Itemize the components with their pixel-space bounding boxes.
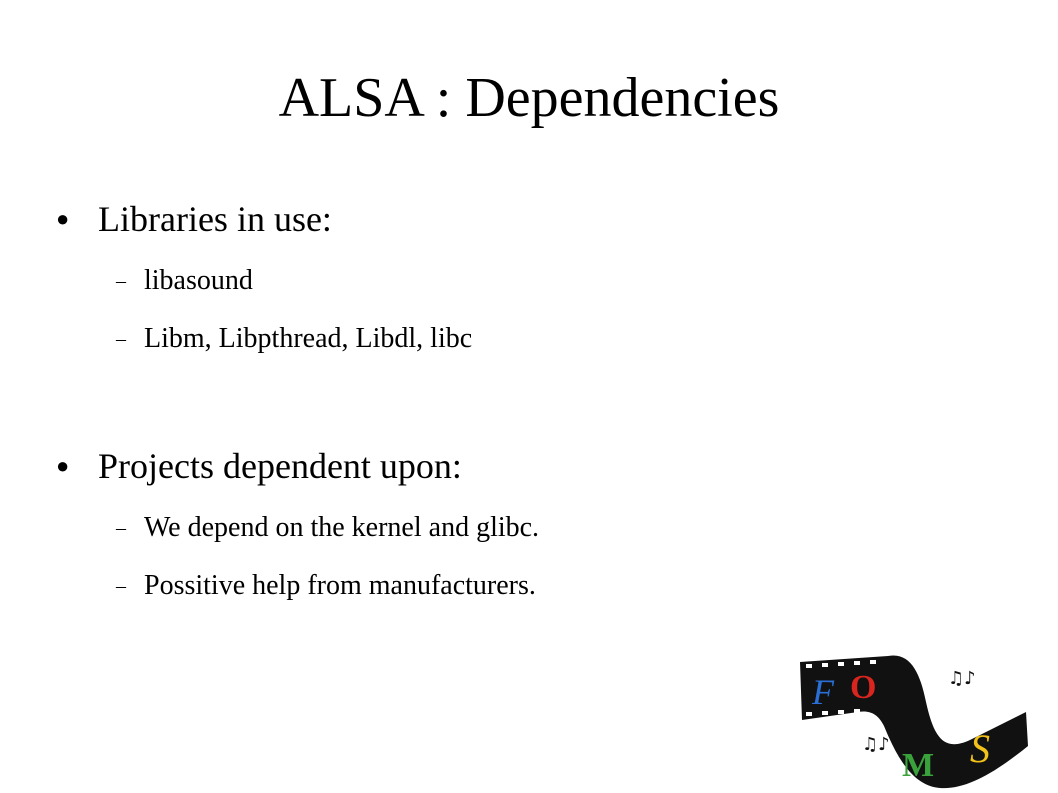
- list-item-text: We depend on the kernel and glibc.: [144, 512, 540, 543]
- logo-letter-o: O: [850, 669, 877, 706]
- list-item-text: libasound: [144, 265, 253, 296]
- list-item: [116, 322, 472, 356]
- list-item-text: Possitive help from manufacturers.: [144, 570, 536, 601]
- bullet-icon: ●: [56, 453, 70, 479]
- bullet-icon: ●: [56, 206, 70, 232]
- list-item: [116, 511, 539, 545]
- logo-letter-f: F: [812, 672, 834, 712]
- dash-icon: –: [116, 327, 126, 350]
- slide-title: ALSA : Dependencies: [278, 67, 780, 129]
- dash-icon: –: [116, 574, 126, 597]
- music-notes-icon: ♫♪: [862, 734, 890, 755]
- music-notes-icon: ♫♪: [948, 668, 976, 689]
- list-item-text: Libm, Libpthread, Libdl, libc: [144, 323, 473, 354]
- list-item: [116, 264, 253, 298]
- logo-letter-m: M: [902, 747, 935, 784]
- logo-letter-s: S: [970, 726, 990, 771]
- section-heading-projects: [56, 445, 462, 488]
- list-item: [116, 569, 536, 603]
- section-heading-text: Libraries in use:: [98, 199, 332, 239]
- section-heading-libraries: [56, 198, 332, 241]
- foms-logo: [798, 622, 1030, 793]
- dash-icon: –: [116, 269, 126, 292]
- section-heading-text: Projects dependent upon:: [98, 446, 462, 486]
- dash-icon: –: [116, 516, 126, 539]
